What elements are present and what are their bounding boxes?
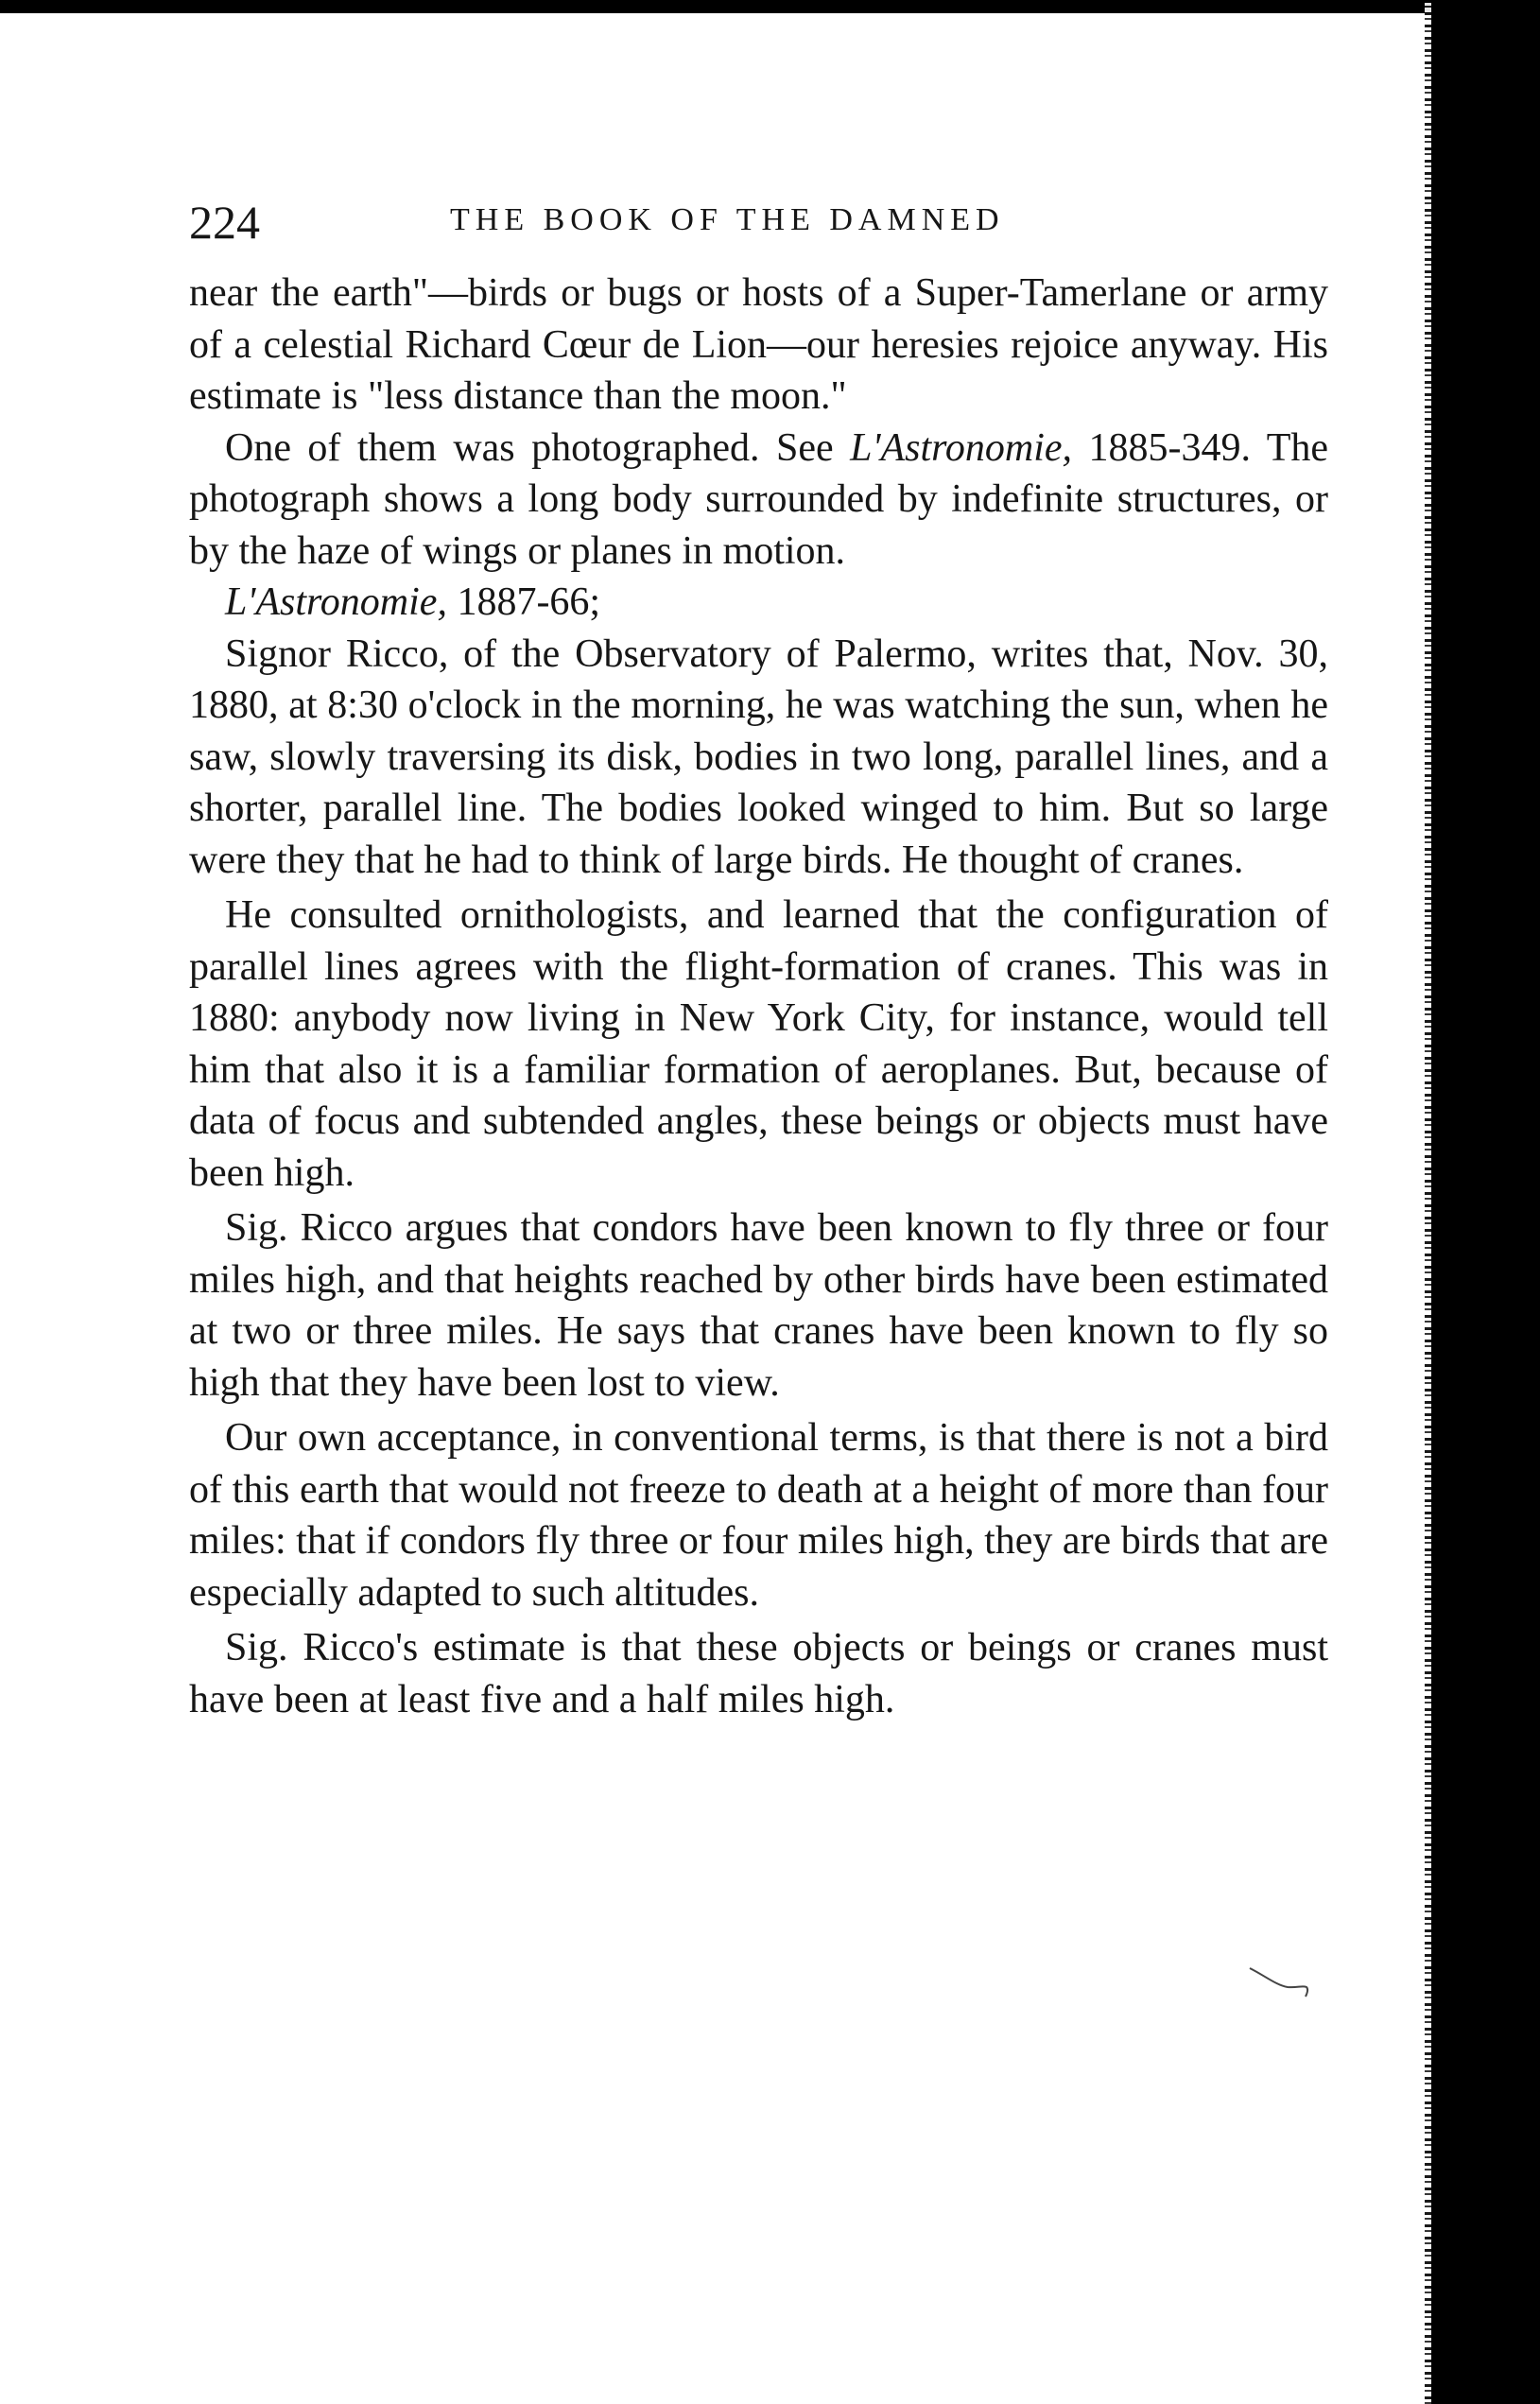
paragraph-8: Sig. Ricco's estimate is that these objects or beings or cranes must have been at least five and a half miles high. [189,1626,1328,1721]
paragraph-3-after: 1887-66; [446,580,601,624]
paragraph-3-citation: L'Astronomie, [225,580,447,624]
paragraph-2 [189,423,1328,578]
paragraph-2-after: 1885-349. The photograph shows a long body surrounded by indefinite structures, or by the haze of wings or planes in motion. [189,425,1328,573]
running-head [189,194,1328,269]
paragraph-6: Sig. Ricco argues that condors have been known to fly three or four miles high, and that heights reached by other birds have been estimated at two or three miles. He says that cranes have been known to fly so high that they have been lost to view. [189,1206,1328,1405]
scan-top-edge [0,0,1540,13]
pencil-mark [1248,1964,1314,2002]
scan-right-edge [1431,0,1540,2404]
book-title: THE BOOK OF THE DAMNED [450,202,1005,237]
paragraph-4: Signor Ricco, of the Observatory of Palermo, writes that, Nov. 30, 1880, at 8:30 o'clock in the morning, he was watching the sun, when he saw, slowly traversing its disk, bodies in two long, parallel lines, and a shorter, parallel line. The bodies looked winged to him. But so large were they that he had to think of large birds. He thought of cranes. [189,631,1328,882]
page-number: 224 [189,196,260,249]
paragraph-2-citation: L'Astronomie, [850,425,1073,470]
book-page [189,194,1328,1725]
paragraph-3 [189,577,1328,629]
paragraph-1: near the earth"—birds or bugs or hosts of a Super-Tamerlane or army of a celestial Richard Cœur de Lion—our heresies rejoice anyway. His estimate is "less distance than the moon." [189,271,1328,418]
paragraph-5: He consulted ornithologists, and learned that the configuration of parallel lines agrees with the flight-formation of cranes. This was in 1880: anybody now living in New York City, for instance, would tell him that also it is a familiar formation of aeroplanes. But, because of data of focus and subtended angles, these beings or objects must have been high. [189,893,1328,1195]
paragraph-2-before: One of them was photographed. See [225,425,851,470]
paragraph-7: Our own acceptance, in conventional terms, is that there is not a bird of this earth that would not freeze to death at a height of more than four miles: that if condors fly three or four miles high, they are birds that are especially adapted to such altitudes. [189,1416,1328,1615]
